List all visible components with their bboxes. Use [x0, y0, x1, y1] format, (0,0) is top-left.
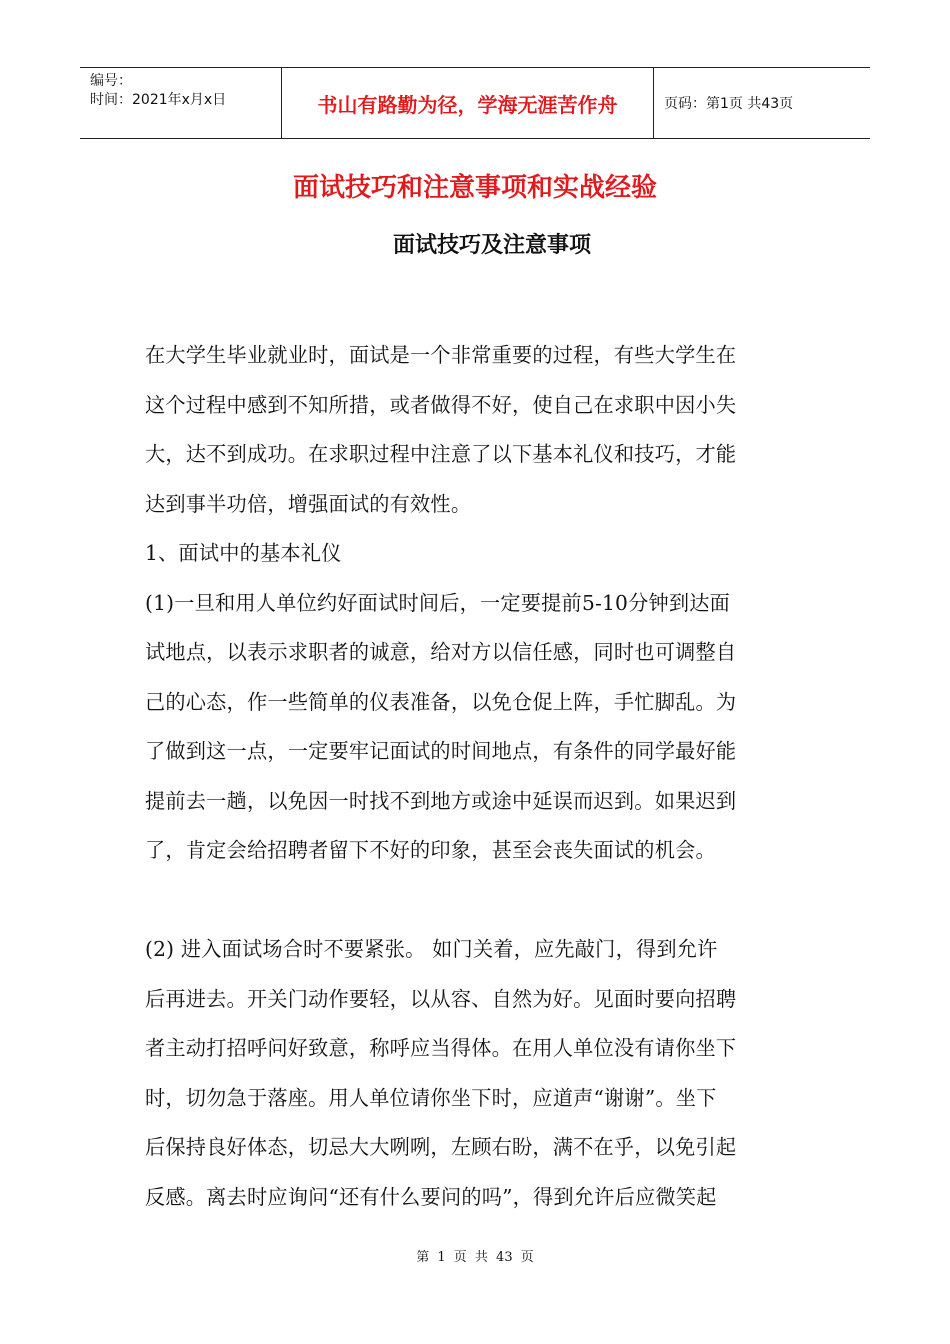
text-line: (2) 进入面试场合时不要紧张。 如门关着，应先敲门，得到允许: [145, 937, 718, 961]
document-title: 面试技巧和注意事项和实战经验: [292, 173, 657, 203]
paragraph-item-2: [145, 925, 810, 1222]
text-line: 己的心态，作一些简单的仪表准备，以免仓促上阵，手忙脚乱。为: [145, 689, 737, 714]
text-line: 大，达不到成功。在求职过程中注意了以下基本礼仪和技巧，才能: [145, 442, 737, 466]
document-body: [145, 331, 810, 1222]
text-line: 试地点，以表示求职者的诚意，给对方以信任感，同时也可调整自: [145, 640, 737, 664]
header-page-info: 页码：第1页 共43页: [664, 96, 794, 112]
document-subtitle: 面试技巧及注意事项: [392, 233, 591, 258]
page-footer: 第 1 页 共 43 页: [416, 1250, 534, 1265]
header-meta: [80, 68, 282, 138]
paragraph-item-1: [145, 579, 810, 876]
text-line: 后保持良好体态，切忌大大咧咧，左顾右盼，满不在乎，以免引起: [145, 1135, 737, 1159]
text-line: 了，肯定会给招聘者留下不好的印象，甚至会丧失面试的机会。: [145, 838, 716, 862]
text-line: 反感。离去时应询问“还有什么要问的吗”，得到允许后应微笑起: [145, 1184, 717, 1209]
text-line: 提前去一趟，以免因一时找不到地方或途中延误而迟到。如果迟到: [145, 788, 737, 813]
paragraph-intro: [145, 331, 810, 529]
time-label: 时间：2021年x月x日: [90, 92, 227, 108]
text-line: 了做到这一点，一定要牢记面试的时间地点，有条件的同学最好能: [145, 739, 737, 763]
text-line: 这个过程中感到不知所措，或者做得不好，使自己在求职中因小失: [145, 392, 737, 417]
header-table: [80, 67, 870, 139]
text-line: 达到事半功倍，增强面试的有效性。: [145, 491, 472, 516]
number-label: 编号：: [90, 73, 132, 89]
text-line: 者主动打招呼问好致意，称呼应当得体。在用人单位没有请你坐下: [145, 1036, 737, 1060]
text-line: 时，切勿急于落座。用人单位请你坐下时，应道声“谢谢”。坐下: [145, 1085, 717, 1110]
header-motto: 书山有路勤为径，学海无涯苦作舟: [282, 68, 654, 138]
text-line: 在大学生毕业就业时，面试是一个非常重要的过程，有些大学生在: [145, 343, 737, 367]
text-line: (1)一旦和用人单位约好面试时间后，一定要提前5-10分钟到达面: [145, 590, 731, 615]
text-line: 后再进去。开关门动作要轻，以从容、自然为好。见面时要向招聘: [145, 986, 737, 1011]
section-heading: [145, 529, 810, 579]
text-line: 1、面试中的基本礼仪: [145, 541, 342, 565]
